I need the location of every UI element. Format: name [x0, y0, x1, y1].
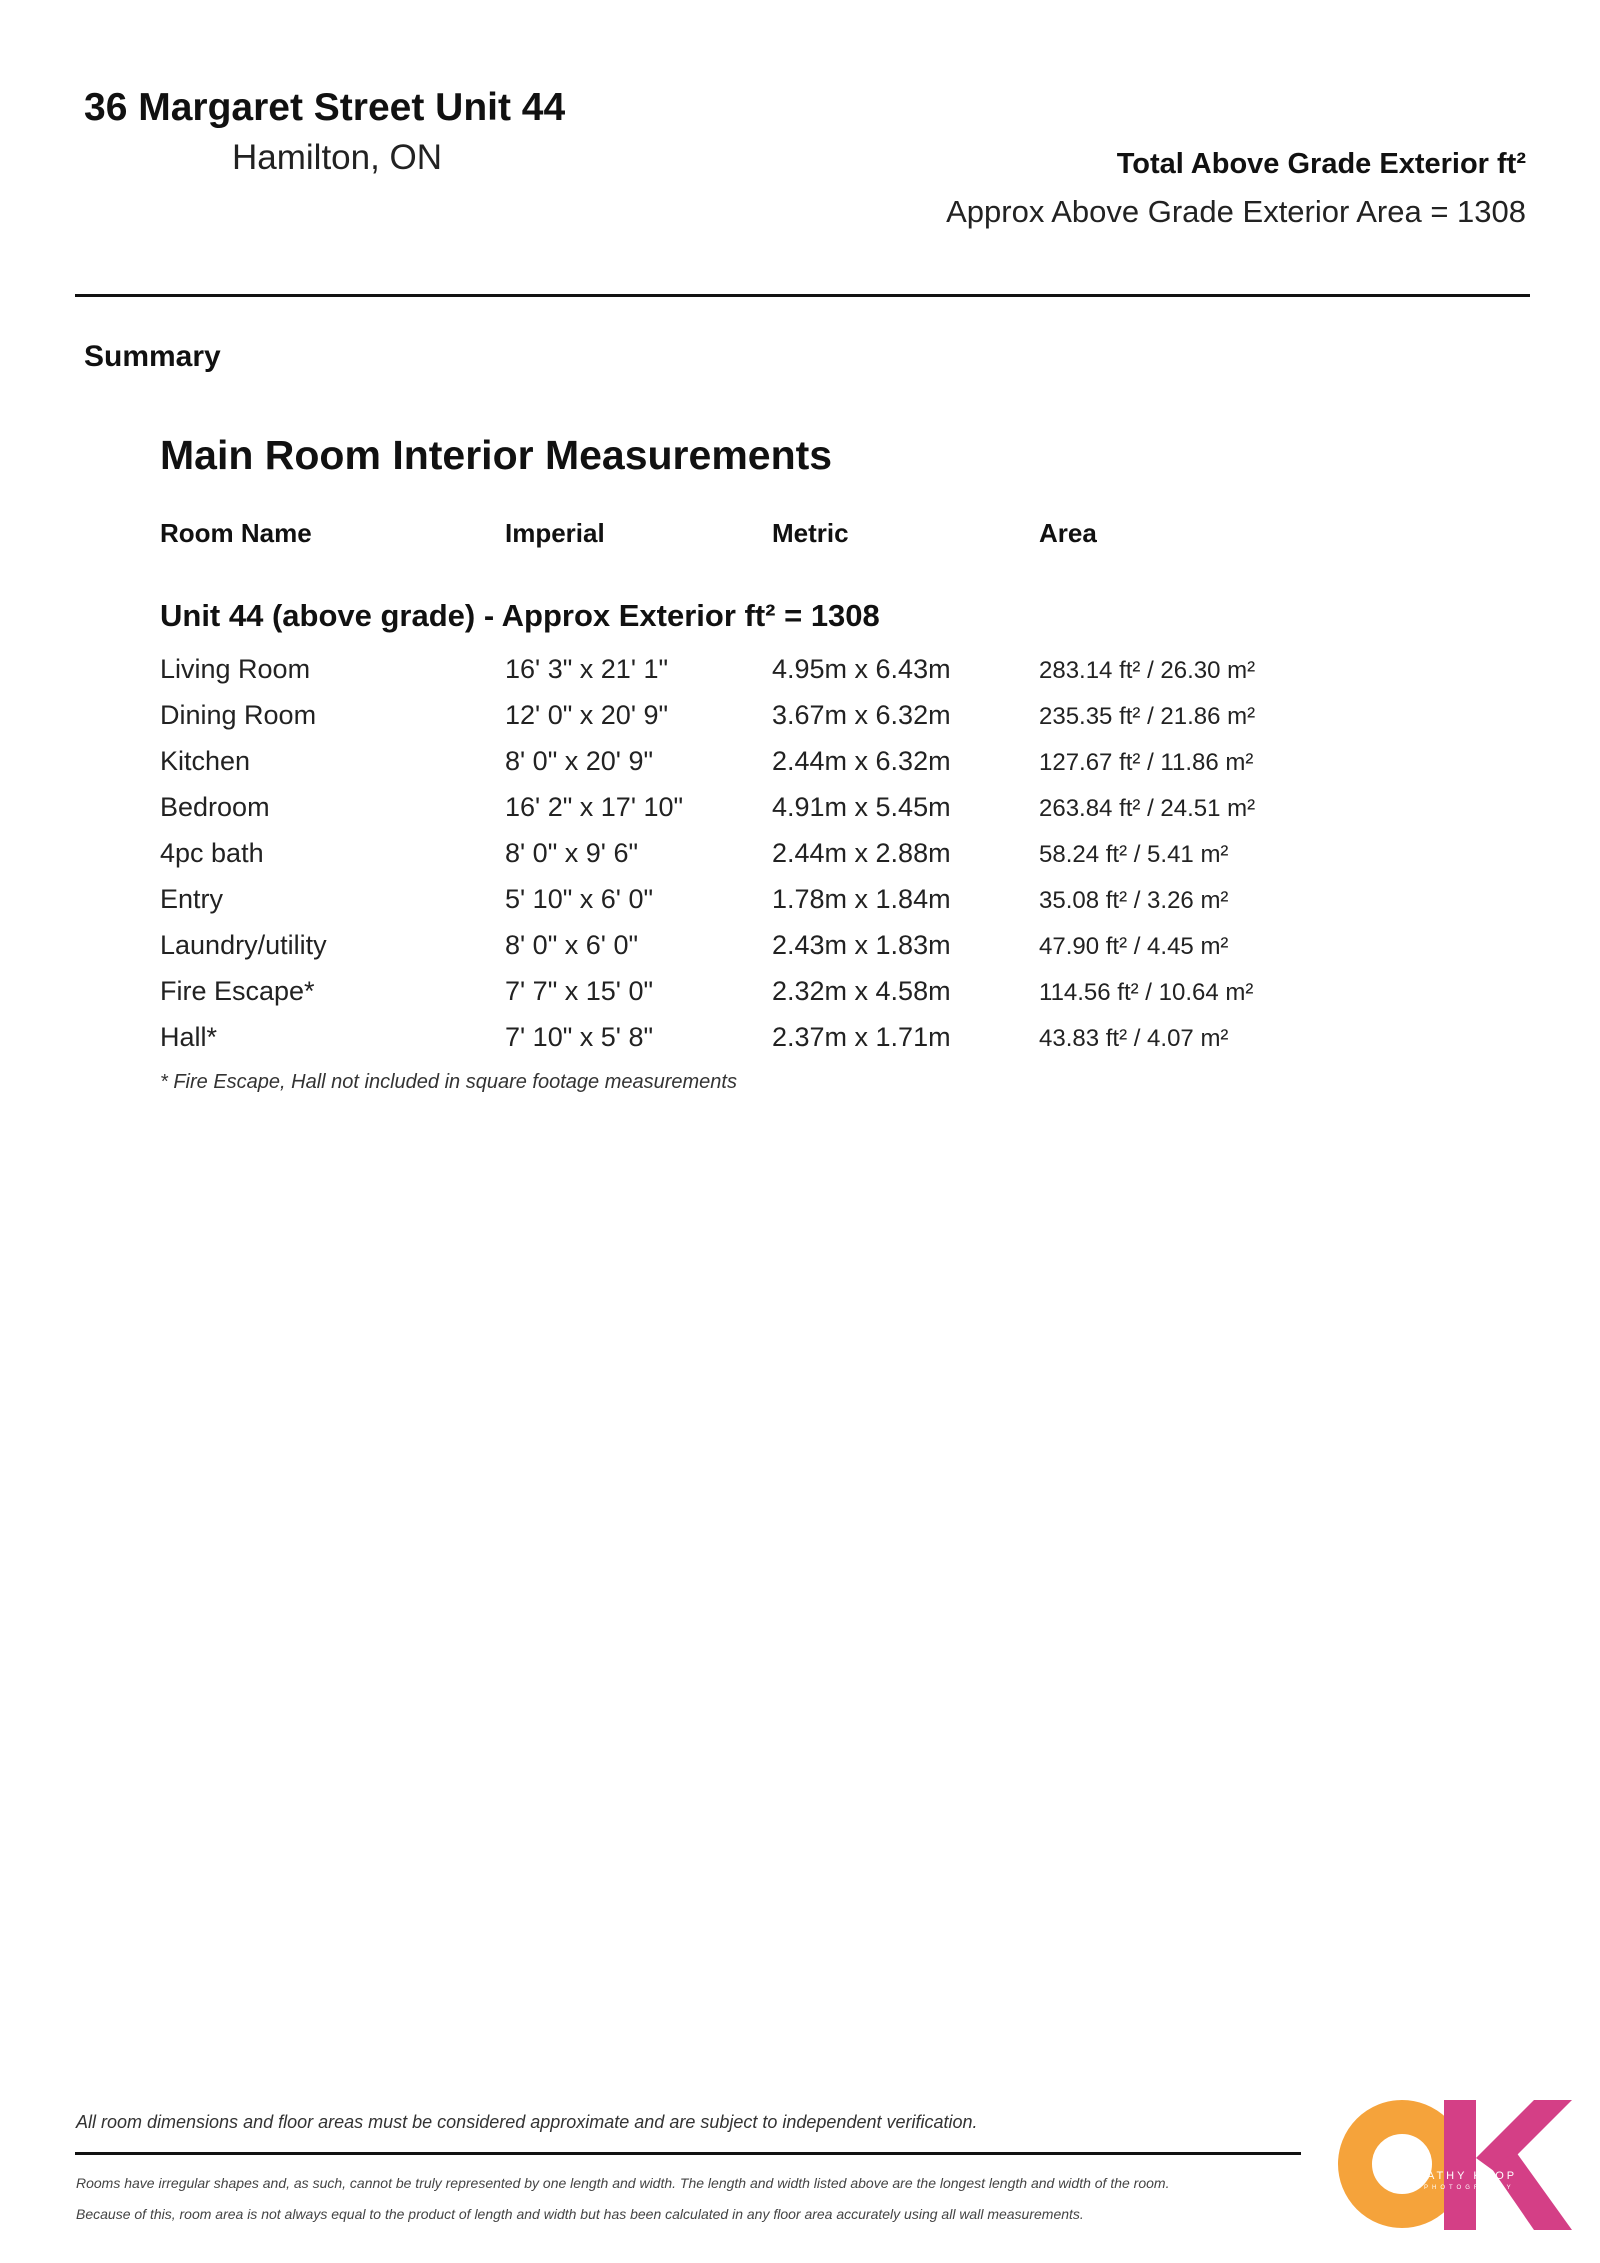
room-area: 58.24 ft² / 5.41 m² — [1039, 841, 1229, 868]
table-row — [160, 742, 1360, 788]
room-imperial: 8' 0" x 6' 0" — [505, 930, 639, 960]
logo-k-upper-arm — [1476, 2100, 1572, 2174]
room-metric: 4.95m x 6.43m — [772, 654, 951, 684]
room-name: Fire Escape* — [160, 976, 315, 1006]
cathy-koop-logo-icon — [1338, 2100, 1572, 2230]
room-imperial: 16' 3" x 21' 1" — [505, 654, 669, 684]
room-area: 114.56 ft² / 10.64 m² — [1039, 979, 1254, 1006]
room-metric: 2.44m x 2.88m — [772, 838, 951, 868]
logo-wordmark: CATHY KOOP — [1416, 2170, 1518, 2182]
room-name: Dining Room — [160, 700, 317, 730]
room-imperial: 5' 10" x 6' 0" — [505, 884, 654, 914]
column-header-metric: Metric — [772, 518, 849, 548]
unit-group-title: Unit 44 (above grade) - Approx Exterior ft² = 1308 — [160, 598, 880, 633]
table-row — [160, 788, 1360, 834]
room-area: 235.35 ft² / 21.86 m² — [1039, 703, 1256, 730]
total-area-title: Total Above Grade Exterior ft² — [1116, 148, 1526, 180]
footer-divider — [75, 2152, 1301, 2155]
table-row — [160, 1018, 1360, 1064]
measurements-table — [160, 650, 1360, 1064]
room-metric: 3.67m x 6.32m — [772, 700, 951, 730]
room-metric: 1.78m x 1.84m — [772, 884, 951, 914]
section-title: Main Room Interior Measurements — [160, 432, 833, 478]
room-imperial: 12' 0" x 20' 9" — [505, 700, 669, 730]
property-city: Hamilton, ON — [232, 138, 443, 177]
room-area: 47.90 ft² / 4.45 m² — [1039, 933, 1229, 960]
room-imperial: 8' 0" x 9' 6" — [505, 838, 639, 868]
room-area: 35.08 ft² / 3.26 m² — [1039, 887, 1229, 914]
total-area-value: Approx Above Grade Exterior Area = 1308 — [946, 194, 1526, 229]
room-name: Bedroom — [160, 792, 270, 822]
approximation-disclaimer: All room dimensions and floor areas must be considered approximate and are subject to independent verification. — [76, 2112, 978, 2132]
logo-o-ring — [1355, 2117, 1449, 2211]
logo-k-lower-arm — [1490, 2152, 1572, 2230]
room-name: Living Room — [160, 654, 311, 684]
logo-k-stem — [1444, 2100, 1476, 2230]
column-header-area: Area — [1039, 518, 1097, 548]
table-row — [160, 926, 1360, 972]
room-metric: 2.37m x 1.71m — [772, 1022, 951, 1052]
table-row — [160, 880, 1360, 926]
room-metric: 2.44m x 6.32m — [772, 746, 951, 776]
measurement-note-line-2: Because of this, room area is not always equal to the product of length and width but has been calculated in any floor area accurately using all wall measurements. — [76, 2206, 1084, 2222]
room-metric: 4.91m x 5.45m — [772, 792, 951, 822]
column-header-imperial: Imperial — [505, 518, 605, 548]
header-divider — [75, 294, 1530, 297]
room-name: Kitchen — [160, 746, 251, 776]
table-row — [160, 834, 1360, 880]
logo-subtext: PHOTOGRAPHY — [1424, 2185, 1515, 2191]
room-name: 4pc bath — [160, 838, 264, 868]
room-area: 283.14 ft² / 26.30 m² — [1039, 657, 1256, 684]
room-area: 43.83 ft² / 4.07 m² — [1039, 1025, 1229, 1052]
table-row — [160, 696, 1360, 742]
room-name: Entry — [160, 884, 224, 914]
table-row — [160, 650, 1360, 696]
property-address: 36 Margaret Street Unit 44 — [84, 86, 566, 129]
room-area: 263.84 ft² / 24.51 m² — [1039, 795, 1256, 822]
room-area: 127.67 ft² / 11.86 m² — [1039, 749, 1254, 776]
room-imperial: 16' 2" x 17' 10" — [505, 792, 684, 822]
room-imperial: 7' 7" x 15' 0" — [505, 976, 654, 1006]
excluded-rooms-footnote: * Fire Escape, Hall not included in square footage measurements — [160, 1071, 737, 1093]
room-name: Hall* — [160, 1022, 218, 1052]
table-row — [160, 972, 1360, 1018]
room-metric: 2.32m x 4.58m — [772, 976, 951, 1006]
room-imperial: 7' 10" x 5' 8" — [505, 1022, 654, 1052]
summary-heading: Summary — [84, 340, 221, 373]
measurement-note-line-1: Rooms have irregular shapes and, as such, cannot be truly represented by one length and width. The length and width listed above are the longest length and width of the room. — [76, 2175, 1170, 2191]
room-name: Laundry/utility — [160, 930, 327, 960]
room-imperial: 8' 0" x 20' 9" — [505, 746, 654, 776]
room-metric: 2.43m x 1.83m — [772, 930, 951, 960]
column-header-room-name: Room Name — [160, 518, 312, 548]
